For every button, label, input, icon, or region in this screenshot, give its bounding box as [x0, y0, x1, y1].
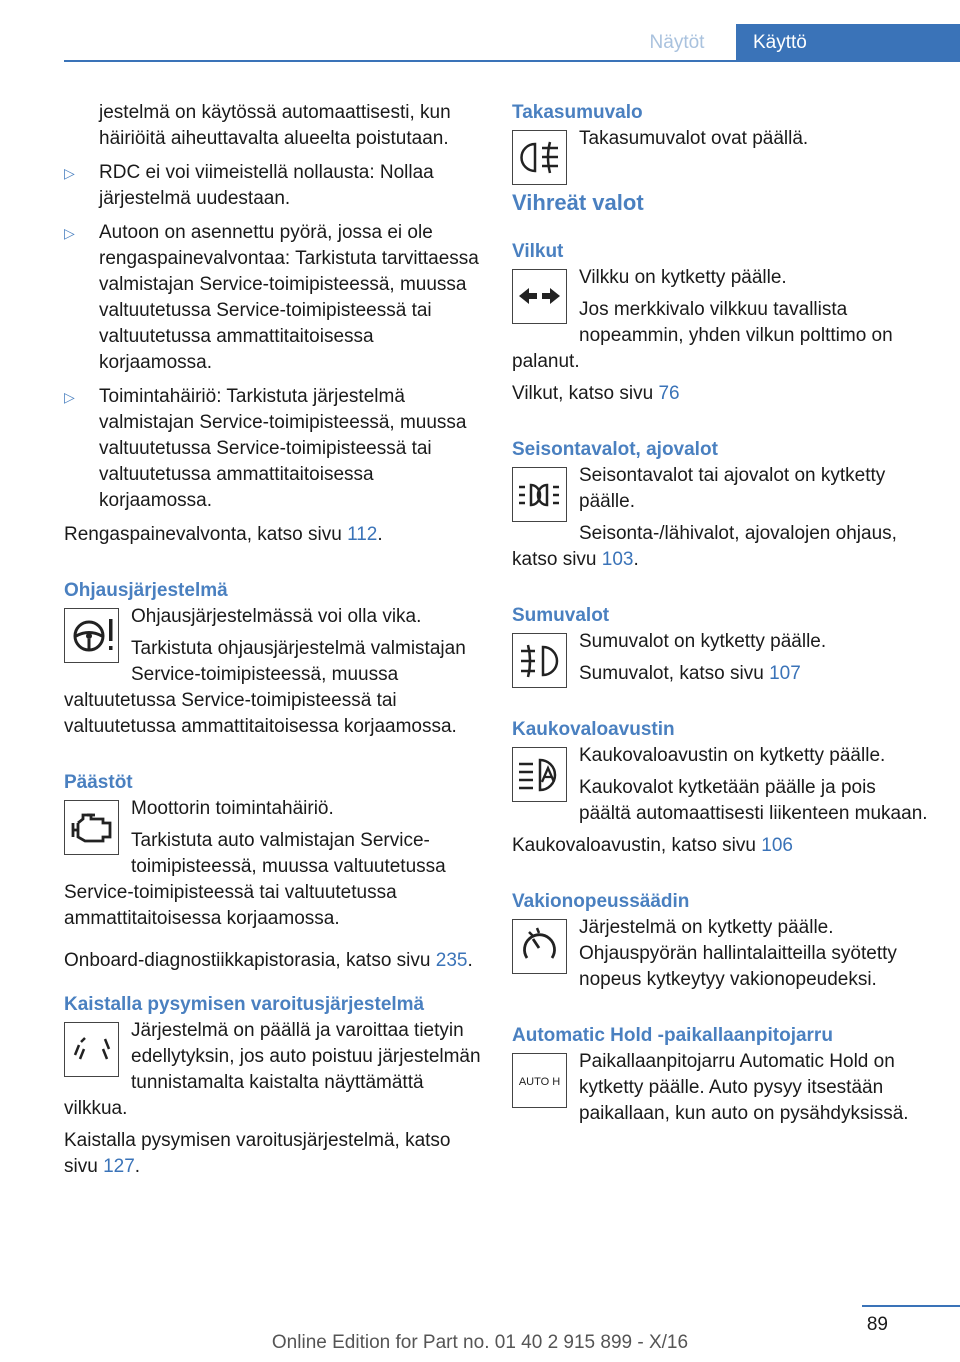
- footer-edition: [0, 1332, 960, 1354]
- highbeam-p1: Kaukovaloavustin on kytketty päälle.: [579, 745, 886, 766]
- cruise-p1: Järjestelmä on kytketty päälle. Ohjauspyörän hallintalaitteilla syötetty nopeus kytkeytyy vakionopeudeksi.: [579, 917, 897, 990]
- highbeam-page-link[interactable]: 106: [761, 835, 793, 856]
- bullet-text: RDC ei voi viimeistellä nollausta: Nollaa järjestelmä uudestaan.: [99, 162, 434, 209]
- parking-lights-icon: [512, 467, 567, 522]
- page-number: 89: [866, 1314, 888, 1335]
- turn-p2: Jos merkkivalo vilkkuu tavallista nopeammin, yhden vilkun polttimo on palanut.: [512, 299, 893, 372]
- bullet-triangle-icon: ▷: [64, 389, 75, 405]
- fog-reference: [512, 661, 928, 687]
- bullet-text: Autoon on asennettu pyörä, jossa ei ole rengaspainevalvontaa: Tarkistuta tarvittaessa valmistajan Service-toimipisteessä, muussa valtuutetussa Service-toimipisteessä tai valtuutetussa ammattitaitoisessa korjaamossa.: [99, 222, 479, 373]
- lane-page-link[interactable]: 127: [103, 1156, 135, 1177]
- intro-paragraph: jestelmä on käytössä automaattisesti, kun häiriöitä aiheuttavalta alueelta poistutaan.: [99, 102, 451, 149]
- steering-warning-icon: [64, 608, 119, 663]
- highbeam-reference: [512, 833, 928, 859]
- high-beam-assist-icon: [512, 747, 567, 802]
- rdc-ref-text: Rengaspainevalvonta, katso sivu: [64, 524, 348, 545]
- fog-title: Sumuvalot: [512, 605, 610, 626]
- rear-fog-title: Takasumuvalo: [512, 102, 643, 123]
- turn-page-link[interactable]: 76: [658, 383, 680, 404]
- steering-title: Ohjausjärjestelmä: [64, 580, 228, 601]
- fog-p1: Sumuvalot on kytketty päälle.: [579, 631, 827, 652]
- engine-icon: [64, 800, 119, 855]
- bullet-triangle-icon: ▷: [64, 225, 75, 241]
- right-column: [512, 100, 928, 1127]
- auto-hold-icon: [512, 1053, 567, 1108]
- highbeam-ref-text: Kaukovaloavustin, katso sivu: [512, 835, 762, 856]
- bullet-triangle-icon: ▷: [64, 165, 75, 181]
- fog-ref-text: Sumuvalot, katso sivu: [579, 663, 770, 684]
- footer-rule: [862, 1305, 960, 1307]
- parking-title: Seisontavalot, ajovalot: [512, 439, 718, 460]
- turn-signal-icon: [512, 269, 567, 324]
- parking-page-link[interactable]: 103: [601, 549, 634, 570]
- lane-ref-text: Kaistalla pysymisen varoitusjärjestelmä, katso sivu: [64, 1130, 451, 1177]
- bullet-item: [64, 220, 482, 376]
- turn-p1: Vilkku on kytketty päälle.: [579, 267, 787, 288]
- rear-fog-p1: Takasumuvalot ovat päällä.: [579, 128, 809, 149]
- tab-naytot[interactable]: Näytöt: [649, 32, 705, 53]
- turn-title: Vilkut: [512, 241, 564, 262]
- tab-kaytto[interactable]: Käyttö: [736, 24, 960, 62]
- highbeam-title: Kaukovaloavustin: [512, 719, 675, 740]
- fog-page-link[interactable]: 107: [769, 663, 801, 684]
- obd-ref-text: Onboard-diagnostiikkapistorasia, katso sivu: [64, 950, 436, 971]
- steering-p1: Ohjausjärjestelmässä voi olla vika.: [131, 606, 422, 627]
- cruise-title: Vakionopeussäädin: [512, 891, 690, 912]
- emissions-p2: Tarkistuta auto valmistajan Service-toimipisteessä, muussa valtuutetussa Service-toimipisteessä tai valtuutetussa ammattitaitoisessa korjaamossa.: [64, 830, 446, 929]
- turn-reference: [512, 381, 928, 407]
- lane-reference: Kaistalla pysymisen varoitusjärjestelmä, katso sivu 127.: [64, 1130, 451, 1177]
- emissions-title: Päästöt: [64, 772, 133, 793]
- header-rule: [64, 60, 960, 62]
- parking-ref-text: Seisonta-/lähivalot, ajovalojen ohjaus, katso sivu: [512, 523, 897, 570]
- lane-title: Kaistalla pysymisen varoitusjärjestelmä: [64, 994, 425, 1015]
- obd-reference: Onboard-diagnostiikkapistorasia, katso sivu 235.: [64, 950, 473, 971]
- lane-p1: Järjestelmä on päällä ja varoittaa tietyin edellytyksin, jos auto poistuu järjestelmän tunnistamalta kaistalta näyttämättä vilkkua.: [64, 1020, 481, 1119]
- parking-reference: Seisonta-/lähivalot, ajovalojen ohjaus, katso sivu 103.: [512, 523, 897, 570]
- parking-p1: Seisontavalot tai ajovalot on kytketty päälle.: [579, 465, 886, 512]
- edition-text: Online Edition for Part no. 01 40 2 915 899 - X/16: [271, 1332, 689, 1353]
- steering-p2: Tarkistuta ohjausjärjestelmä valmistajan Service-toimipisteessä, muussa valtuutetussa Service-toimipisteessä tai valtuutetussa ammattitaitoisessa korjaamossa.: [64, 638, 466, 737]
- rdc-page-link[interactable]: 112: [347, 524, 378, 545]
- front-fog-icon: [512, 633, 567, 688]
- bullet-item: [64, 384, 482, 514]
- rear-fog-icon: [512, 130, 567, 185]
- autohold-title: Automatic Hold -paikallaanpitojarru: [512, 1025, 833, 1046]
- obd-page-link[interactable]: 235: [435, 950, 468, 971]
- emissions-p1: Moottorin toimintahäiriö.: [131, 798, 334, 819]
- autohold-p1: Paikallaanpitojarru Automatic Hold on kytketty päälle. Auto pysyy itsestään paikallaan, kun auto on pysähdyksissä.: [579, 1051, 909, 1124]
- rdc-reference: Rengaspainevalvonta, katso sivu 112.: [64, 524, 383, 545]
- lane-departure-icon: [64, 1022, 119, 1077]
- left-column: [64, 100, 482, 1180]
- cruise-control-icon: [512, 919, 567, 974]
- bullet-text: Toimintahäiriö: Tarkistuta järjestelmä valmistajan Service-toimipisteessä, muussa valtuutetussa Service-toimipisteessä tai valtuutetussa ammattitaitoisessa korjaamossa.: [99, 386, 467, 511]
- highbeam-p2: Kaukovalot kytketään päälle ja pois päältä automaattisesti liikenteen mukaan.: [579, 777, 928, 824]
- turn-ref-text: Vilkut, katso sivu: [512, 383, 659, 404]
- auto-hold-icon-label: AUTO H: [518, 1076, 561, 1088]
- green-lights-title: Vihreät valot: [512, 190, 644, 215]
- bullet-item: [64, 160, 482, 212]
